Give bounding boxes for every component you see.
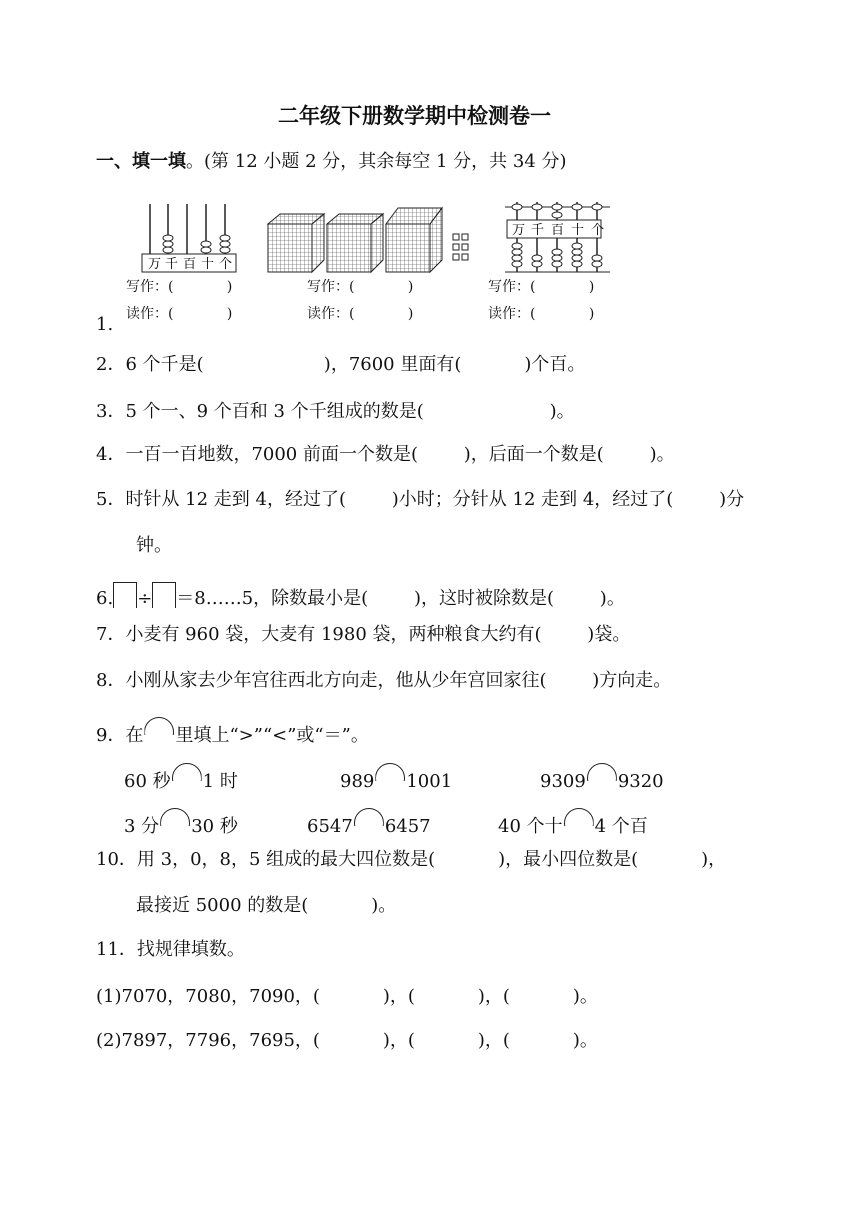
abacus-label: 十 <box>201 257 215 272</box>
thousand-cube-2 <box>327 214 383 272</box>
compare-left: 6547 <box>307 816 353 837</box>
q1-write-1: 写作：( ) <box>126 279 233 295</box>
abacus-label: 个 <box>591 223 605 238</box>
question-7: 7．小麦有 960 袋，大麦有 1980 袋，两种粮食大约有( )袋。 <box>96 624 631 645</box>
abacus-1 <box>142 204 236 272</box>
compare-right: 1 时 <box>202 771 238 792</box>
q1-read-1: 读作：( ) <box>126 306 233 322</box>
compare-circle <box>564 808 594 838</box>
abacus-label: 百 <box>551 223 565 238</box>
divide-sign: ÷ <box>137 588 153 609</box>
q9-pre: 9．在 <box>96 725 144 746</box>
abacus-label: 千 <box>165 257 179 272</box>
dividend-box <box>113 582 137 608</box>
q1-write-3: 写作：( ) <box>488 279 595 295</box>
compare-right: 4 个百 <box>594 816 648 837</box>
section-title: 一、填一填 <box>96 151 186 172</box>
question-3: 3．5 个一、9 个百和 3 个千组成的数是( )。 <box>96 401 575 422</box>
section-heading <box>96 150 567 174</box>
q1-figures <box>140 196 620 278</box>
compare-item-2 <box>340 763 452 794</box>
q6-number: 6. <box>96 588 114 609</box>
q1-write-2: 写作：( ) <box>307 279 414 295</box>
question-2: 2．6 个千是( )，7600 里面有( )个百。 <box>96 354 586 375</box>
page-title: 二年级下册数学期中检测卷一 <box>278 104 551 128</box>
compare-right: 6457 <box>384 816 431 837</box>
question-6 <box>96 582 625 611</box>
abacus-label: 个 <box>219 257 233 272</box>
compare-left: 989 <box>340 771 375 792</box>
question-10-line1: 10．用 3，0，8，5 组成的最大四位数是( )，最小四位数是( )， <box>96 849 727 870</box>
abacus-label: 万 <box>512 223 526 238</box>
compare-circle <box>375 763 405 793</box>
question-8: 8．小刚从家去少年宫往西北方向走，他从少年宫回家往( )方向走。 <box>96 670 672 691</box>
blank-circle <box>144 717 174 747</box>
question-11-part2: (2)7897，7796，7695，( )，( )，( )。 <box>96 1030 598 1051</box>
compare-item-4 <box>124 808 238 839</box>
divisor-box <box>152 582 176 608</box>
compare-circle <box>160 808 190 838</box>
abacus-label: 十 <box>571 223 585 238</box>
compare-item-1 <box>124 763 238 794</box>
question-9 <box>96 717 369 748</box>
hundred-flats <box>386 208 442 272</box>
compare-item-3 <box>540 763 664 794</box>
q1-read-2: 读作：( ) <box>307 306 414 322</box>
thousand-cube-1 <box>268 214 324 272</box>
compare-right: 1001 <box>406 771 453 792</box>
question-5-line1: 5．时针从 12 走到 4，经过了( )小时；分针从 12 走到 4，经过了( )分 <box>96 489 745 510</box>
question-4: 4．一百一百地数，7000 前面一个数是( )，后面一个数是( )。 <box>96 444 675 465</box>
compare-circle <box>354 808 384 838</box>
abacus-label: 千 <box>531 223 545 238</box>
abacus-label: 百 <box>183 257 197 272</box>
compare-circle <box>587 763 617 793</box>
question-5-line2: 钟。 <box>136 535 172 556</box>
compare-circle <box>172 763 202 793</box>
question-11: 11．找规律填数。 <box>96 939 245 960</box>
question-11-part1: (1)7070，7080，7090，( )，( )，( )。 <box>96 986 598 1007</box>
abacus-label: 万 <box>148 257 162 272</box>
compare-right: 30 秒 <box>191 816 238 837</box>
q1-number: 1. <box>96 314 114 335</box>
compare-left: 60 秒 <box>124 771 171 792</box>
compare-left: 3 分 <box>124 816 160 837</box>
compare-left: 9309 <box>540 771 586 792</box>
q1-read-3: 读作：( ) <box>488 306 595 322</box>
compare-right: 9320 <box>617 771 664 792</box>
q6-rest: ＝8……5，除数最小是( )，这时被除数是( )。 <box>176 588 625 609</box>
compare-item-6 <box>498 808 648 839</box>
abacus-2 <box>505 202 610 272</box>
q9-post: 里填上“>”“<”或“＝”。 <box>175 725 369 746</box>
question-10-line2: 最接近 5000 的数是( )。 <box>136 895 397 916</box>
compare-left: 40 个十 <box>498 816 563 837</box>
compare-item-5 <box>307 808 431 839</box>
section-note: 。(第 12 小题 2 分，其余每空 1 分，共 34 分) <box>186 151 567 172</box>
unit-cubes <box>453 234 468 260</box>
